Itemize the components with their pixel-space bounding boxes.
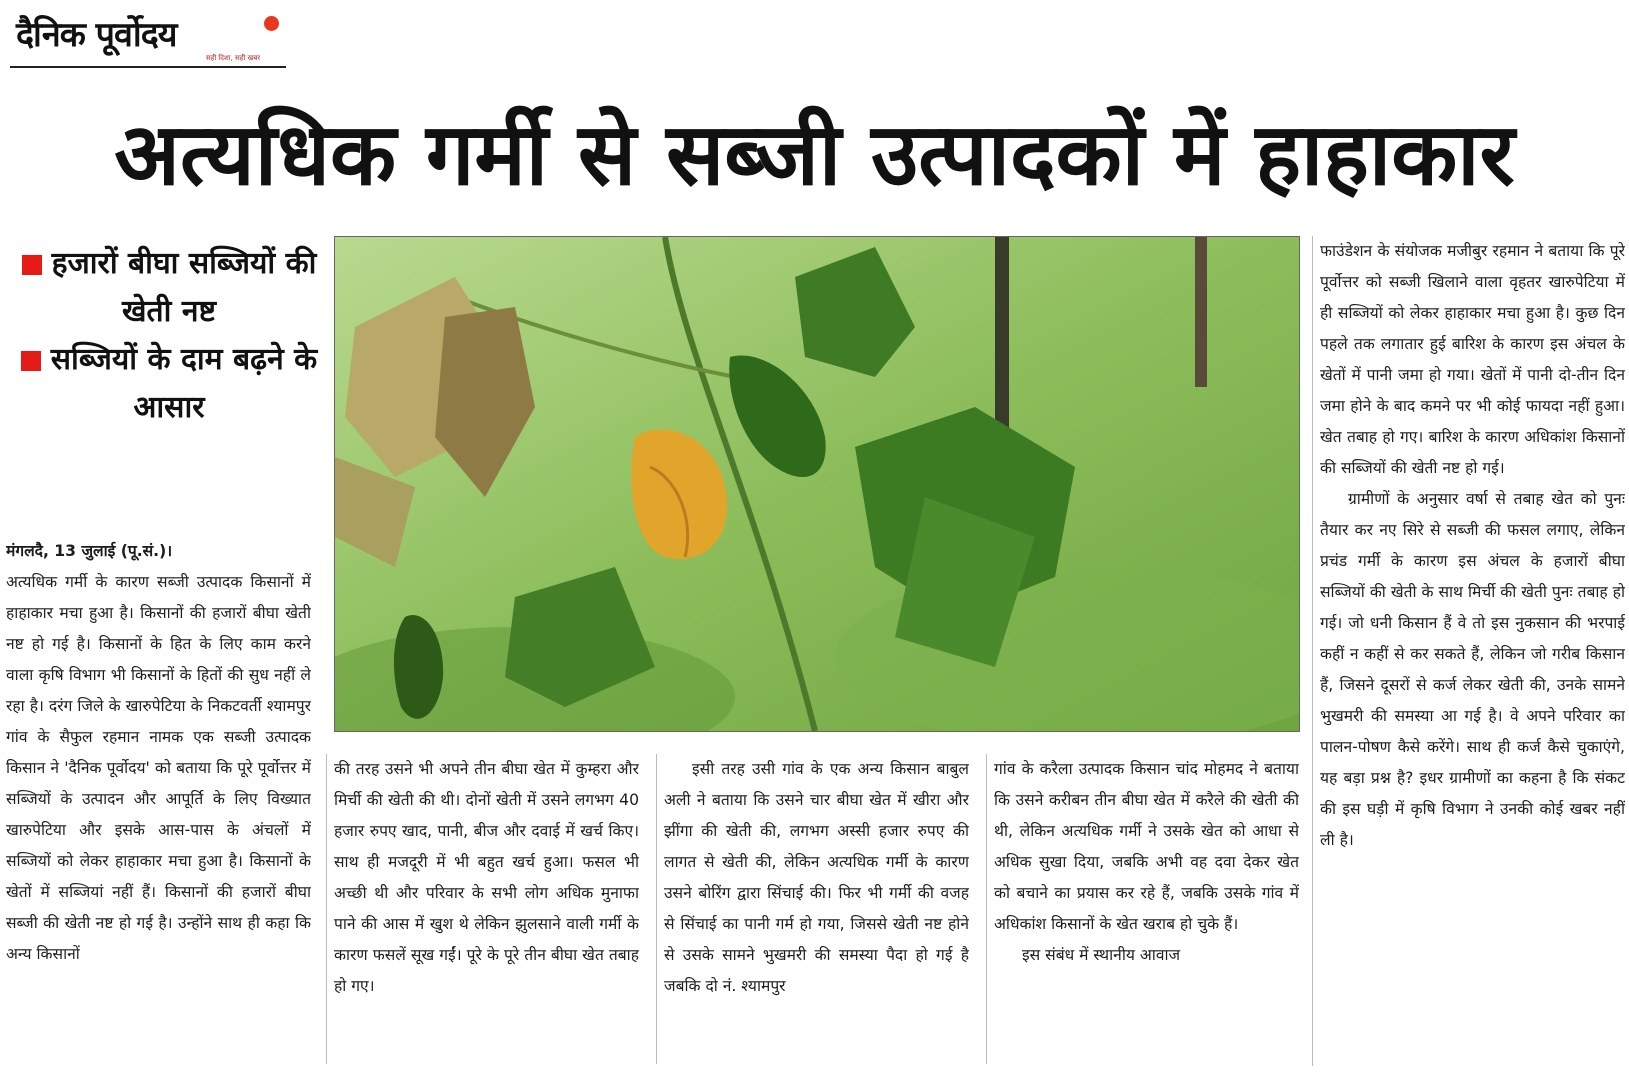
article-column-5 <box>1320 236 1625 1066</box>
highlights-box <box>14 240 324 432</box>
article-headline: अत्यधिक गर्मी से सब्जी उत्पादकों में हाहाकार <box>114 105 1515 205</box>
article-paragraph: फाउंडेशन के संयोजक मजीबुर रहमान ने बताया कि पूरे पूर्वोत्तर को सब्जी खिलाने वाला वृहतर खारुपेटिया में ही सब्जियों को लेकर हाहाकार मचा हुआ है। कुछ दिन पहले तक लगातार हुई बारिश के कारण इस अंचल के खेतों में पानी जमा हो गया। खेतों में पानी दो-तीन दिन जमा होने के बाद कमने पर भी कोई फायदा नहीं हुआ। खेत तबाह हो गए। बारिश के कारण अधिकांश किसानों की सब्जियों की खेती नष्ट हो गई। <box>1320 242 1625 477</box>
article-paragraph: इस संबंध में स्थानीय आवाज <box>1022 946 1181 964</box>
article-paragraph: ग्रामीणों के अनुसार वर्षा से तबाह खेत को पुनः तैयार कर नए सिरे से सब्जी की फसल लगाए, लेकिन प्रचंड गर्मी के कारण इस अंचल के हजारों बीघा सब्जियों की खेती के साथ मिर्ची की खेती पुनः तबाह हो गई। जो धनी किसान हैं वे तो इस नुकसान की भरपाई कहीं न कहीं से कर सकते हैं, लेकिन जो गरीब किसान हैं, जिसने दूसरों से कर्ज लेकर खेती की, उनके सामने भुखमरी की समस्या आ गई है। वे अपने परिवार का पालन-पोषण कैसे करेंगे। साथ ही कर्ज कैसे चुकाएंगे, यह बड़ा प्रश्न है? इधर ग्रामीणों का कहना है कि संकट की इस घड़ी में कृषि विभाग ने उनकी कोई खबर नहीं ली है। <box>1320 490 1625 849</box>
newspaper-name: दैनिक पूर्वोदय <box>16 15 177 55</box>
column-divider <box>326 754 327 1064</box>
newspaper-masthead <box>10 8 286 70</box>
column-divider <box>1312 236 1313 1066</box>
bitter-gourd-photo <box>334 236 1300 732</box>
column-divider <box>656 754 657 1064</box>
article-paragraph: अत्यधिक गर्मी के कारण सब्जी उत्पादक किसानों में हाहाकार मचा हुआ है। किसानों की हजारों बीघा खेती नष्ट हो गई है। किसानों के हित के लिए काम करने वाला कृषि विभाग भी किसानों के हितों की सुध नहीं ले रहा है। दरंग जिले के खारुपेटिया के निकटवर्ती श्यामपुर गांव के सैफुल रहमान नामक एक सब्जी उत्पादक किसान ने 'दैनिक पूर्वोदय' को बताया कि पूरे पूर्वोत्तर में सब्जियों के उत्पादन और आपूर्ति के लिए विख्यात खारुपेटिया और इसके आस-पास के अंचलों में सब्जियों को लेकर हाहाकार मचा हुआ है। किसानों के खेतों में सब्जियां नहीं हैं। किसानों की हजारों बीघा सब्जी की खेती नष्ट हो गई है। उन्होंने साथ ही कहा कि अन्य किसानों <box>6 573 311 963</box>
highlight-item <box>14 240 324 336</box>
newspaper-tagline: सही दिशा, सही खबर <box>206 54 261 62</box>
column-divider <box>986 754 987 1064</box>
red-square-bullet-icon <box>22 255 42 275</box>
masthead-rule <box>10 66 286 68</box>
red-square-bullet-icon <box>21 351 41 371</box>
article-column-1 <box>6 536 311 1066</box>
article-column-3 <box>664 754 969 1066</box>
article-dateline: मंगलदै, 13 जुलाई (पू.सं.)। <box>6 542 173 560</box>
article-paragraph: की तरह उसने भी अपने तीन बीघा खेत में कुम्हरा और मिर्ची की खेती की थी। दोनों खेती में उसने लगभग 40 हजार रुपए खाद, पानी, बीज और दवाई में खर्च किए। साथ ही मजदूरी में भी बहुत खर्च हुआ। फसल भी अच्छी थी और परिवार के सभी लोग अधिक मुनाफा पाने की आस में खुश थे लेकिन झुलसाने वाली गर्मी के कारण फसलें सूख गईं। पूरे के पूरे तीन बीघा खेत तबाह हो गए। <box>334 760 639 995</box>
highlight-text: हजारों बीघा सब्जियों की खेती नष्ट <box>51 246 317 329</box>
article-paragraph: गांव के करैला उत्पादक किसान चांद मोहमद ने बताया कि उसने करीबन तीन बीघा खेत में करैले की खेती की थी, लेकिन अत्यधिक गर्मी ने उसके खेत को आधा से अधिक सुखा दिया, जबकि अभी वह दवा देकर खेत को बचाने का प्रयास कर रहे हैं, जबकि उसके गांव में अधिकांश किसानों के खेत खराब हो चुके हैं। <box>994 760 1299 933</box>
highlight-item <box>14 336 324 432</box>
article-paragraph: इसी तरह उसी गांव के एक अन्य किसान बाबुल अली ने बताया कि उसने चार बीघा खेत में खीरा और झींगा की खेती की, लगभग अस्सी हजार रुपए की लागत से खेती की, लेकिन अत्यधिक गर्मी के कारण उसने बोरिंग द्वारा सिंचाई की। फिर भी गर्मी की वजह से सिंचाई का पानी गर्म हो गया, जिससे खेती नष्ट होने से उसके सामने भुखमरी की समस्या पैदा हो गई है जबकि दो नं. श्यामपुर <box>664 760 969 995</box>
brand-dot-icon <box>264 16 279 31</box>
article-column-4 <box>994 754 1299 1066</box>
article-column-2 <box>334 754 639 1066</box>
highlight-text: सब्जियों के दाम बढ़ने के आसार <box>50 342 318 425</box>
bitter-gourd-vine-photo-icon <box>335 237 1299 731</box>
